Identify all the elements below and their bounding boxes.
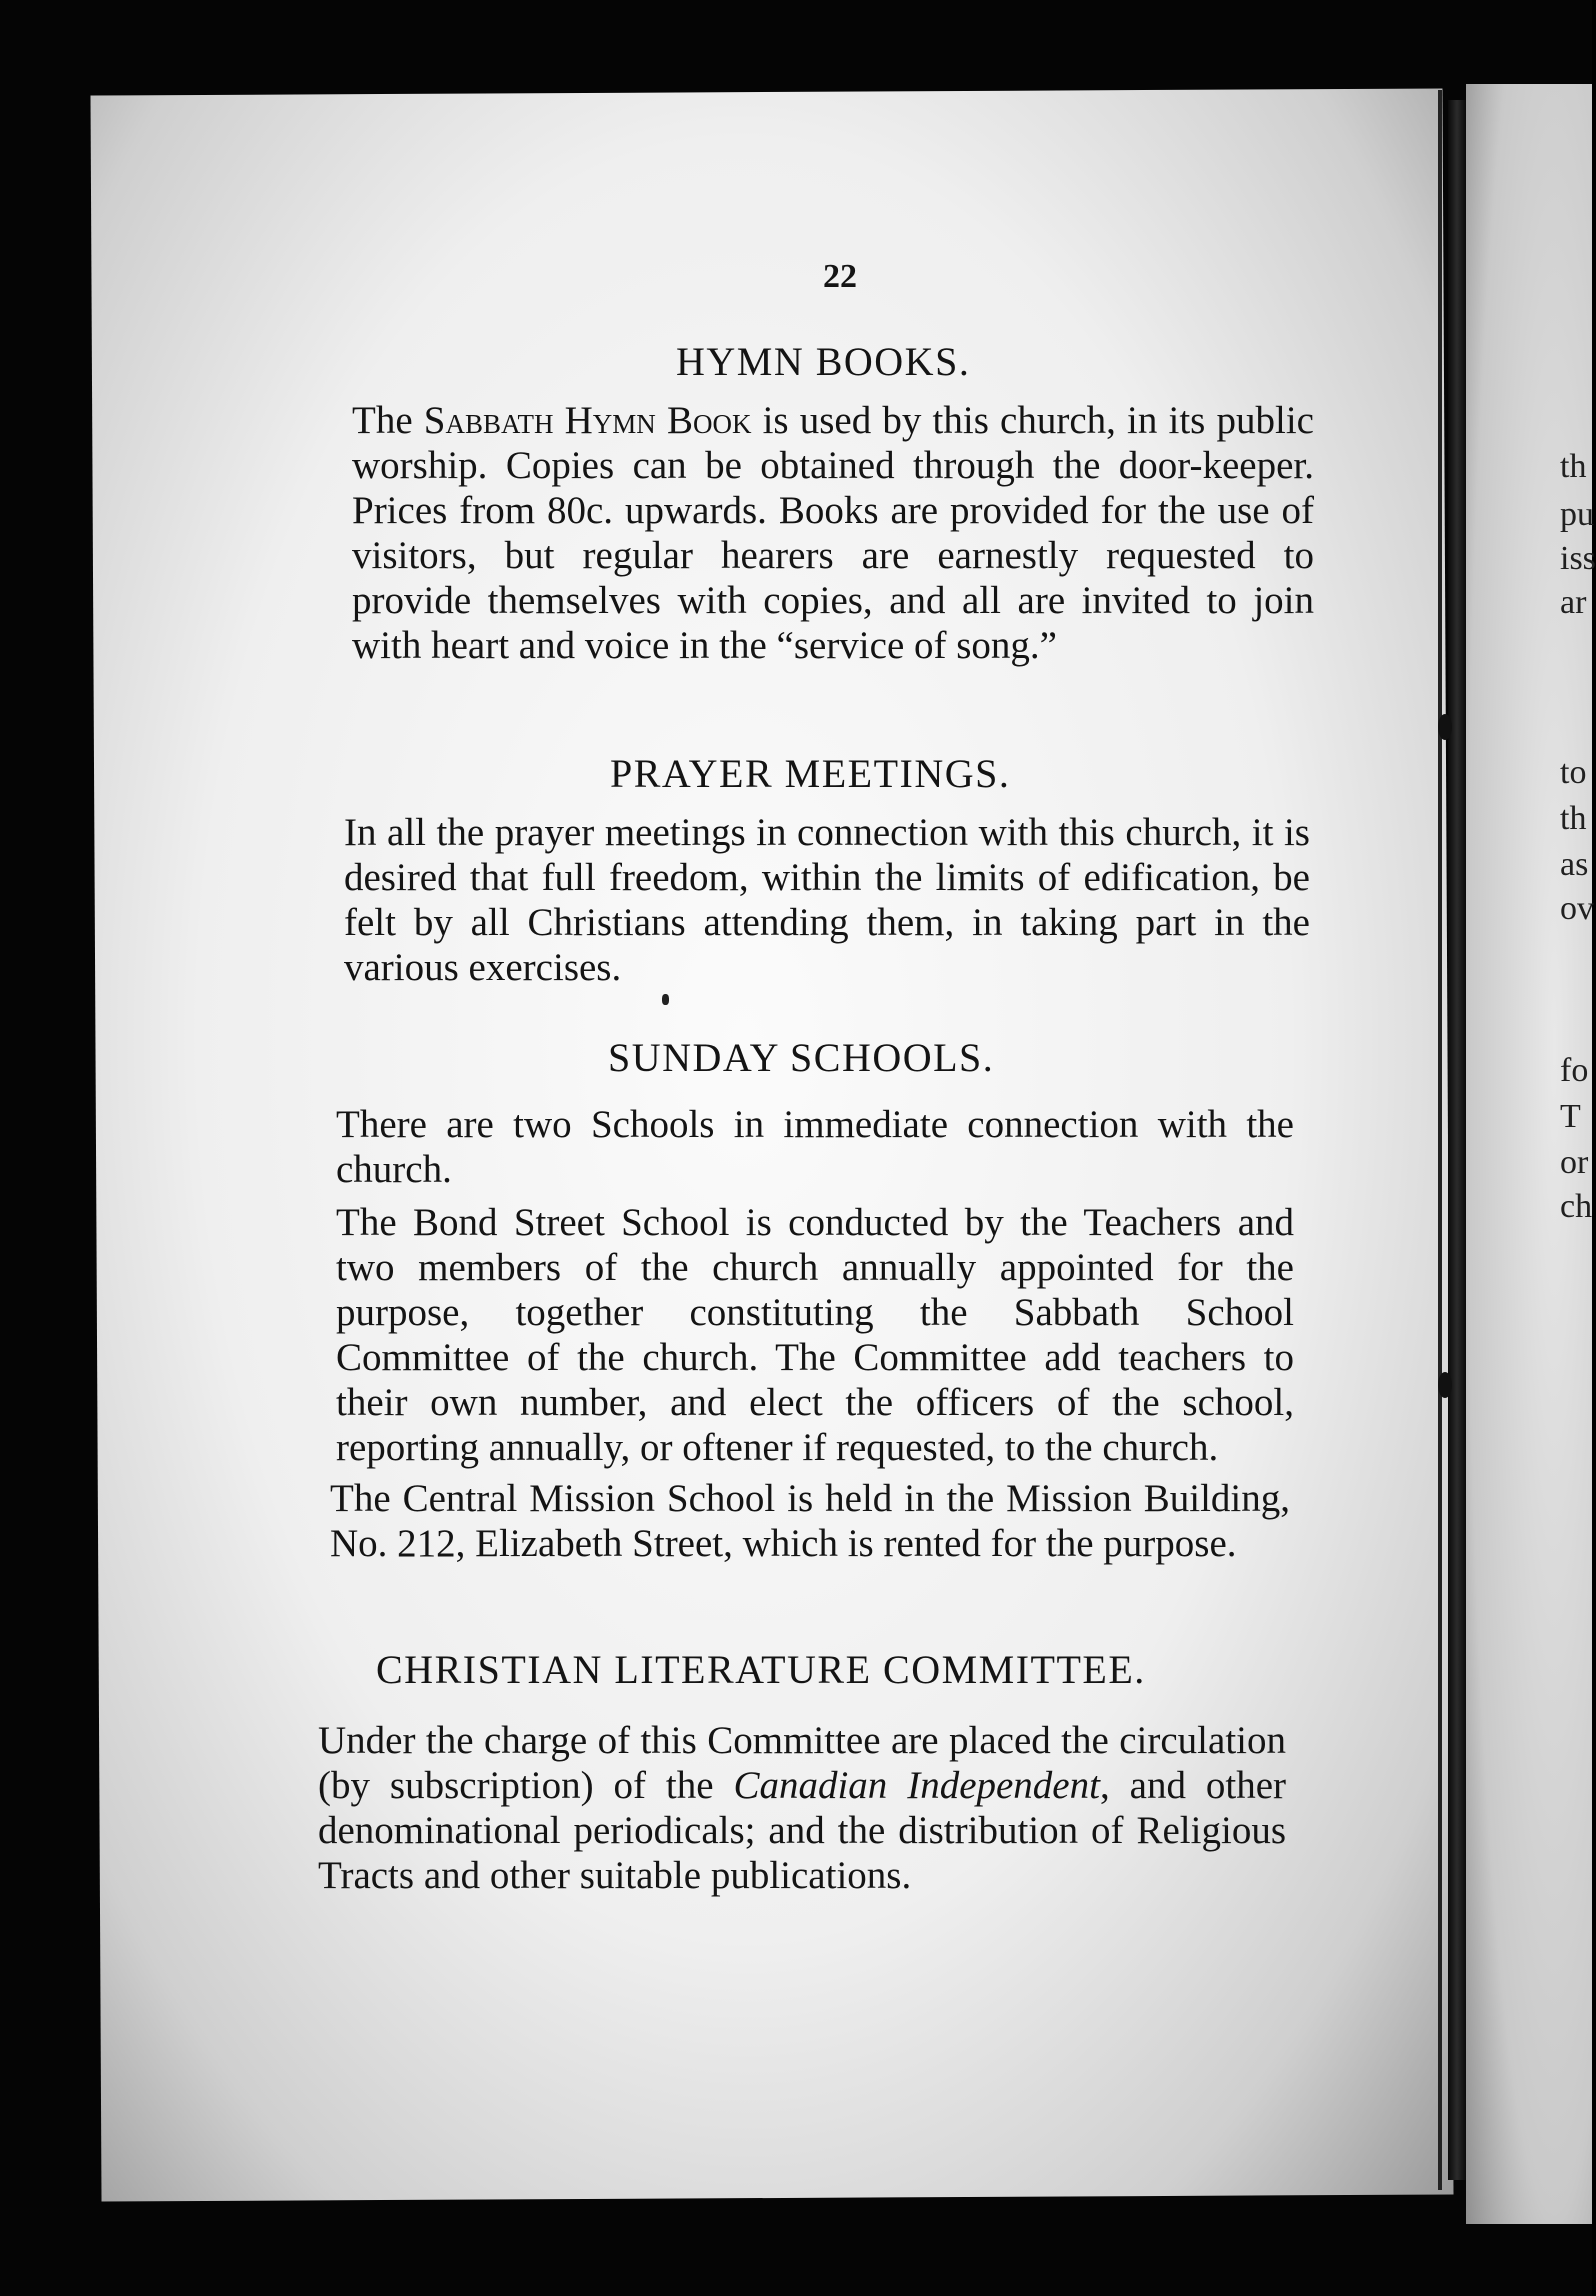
page-edge <box>1438 90 1442 2190</box>
facing-page-fragment: ch <box>1560 1188 1593 1225</box>
paragraph-central-mission-school: The Central Mission School is held in the Mission Building, No. 212, Elizabeth Street, which is rented for the purpose. <box>330 1477 1290 1565</box>
paragraph-hymn-books <box>352 398 1314 668</box>
facing-page-fragment: or <box>1560 1144 1589 1181</box>
facing-page-fragment: ov <box>1560 890 1594 927</box>
section-heading-sunday-schools: SUNDAY SCHOOLS. <box>608 1035 995 1080</box>
paragraph-christian-literature-intro: Under the charge of this Committee are placed the circulation (by subscription) of the <box>318 1719 1286 1807</box>
sabbath-hymn-book-title: Sabbath Hymn Book <box>423 399 752 442</box>
canadian-independent-title: Canadian Independent <box>733 1764 1100 1807</box>
paragraph-christian-literature <box>318 1718 1286 1898</box>
book-binding <box>1448 100 1466 2180</box>
binding-hole <box>1438 1372 1452 1398</box>
ink-speck <box>662 994 669 1005</box>
facing-page-fragment: T <box>1560 1098 1581 1135</box>
facing-page-fragment: ar <box>1560 584 1587 621</box>
facing-page-fragment: to <box>1560 754 1587 791</box>
binding-hole <box>1438 714 1452 740</box>
paragraph-prayer-meetings: In all the prayer meetings in connection with this church, it is desired that full freedom, within the limits of edification, be felt by all Christians attending them, in taking part in the various exercises. <box>344 811 1310 989</box>
paragraph-sunday-schools-intro: There are two Schools in immediate connection with the church. <box>336 1103 1294 1191</box>
facing-page-fragment: th <box>1560 448 1587 485</box>
paragraph-christian-literature-body: , and other denominational periodicals; and the distribution of Religious Tracts and other suitable publications. <box>318 1764 1286 1897</box>
facing-page-fragment: th <box>1560 800 1587 837</box>
paragraph-bond-street-school: The Bond Street School is conducted by the Teachers and two members of the church annually appointed for the purpose, together constituting the Sabbath School Committee of the church. The Committee add teachers to their own number, and elect the officers of the school, reporting annually, or oftener if requested, to the church. <box>336 1201 1294 1469</box>
section-heading-hymn-books: HYMN BOOKS. <box>676 339 971 384</box>
section-heading-prayer-meetings: PRAYER MEETINGS. <box>610 751 1011 796</box>
facing-page-fragment: iss <box>1560 540 1596 577</box>
section-heading-christian-literature-committee: CHRISTIAN LITERATURE COMMITTEE. <box>376 1647 1146 1692</box>
facing-page-fragment: as <box>1560 846 1589 883</box>
paragraph-hymn-books-intro: The <box>352 399 424 442</box>
paragraph-hymn-books-body: is used by this church, in its public worship. Copies can be obtained through the door-keeper. Prices from 80c. upwards. Books are provided for the use of visitors, but regular hearers are earnestly requested to provide themselves with copies, and all are invited to join with heart and voice in the “service of song.” <box>352 399 1314 667</box>
page-number: 22 <box>823 258 857 295</box>
facing-page-fragment: fo <box>1560 1052 1589 1089</box>
facing-page-fragment: pu <box>1560 496 1594 533</box>
